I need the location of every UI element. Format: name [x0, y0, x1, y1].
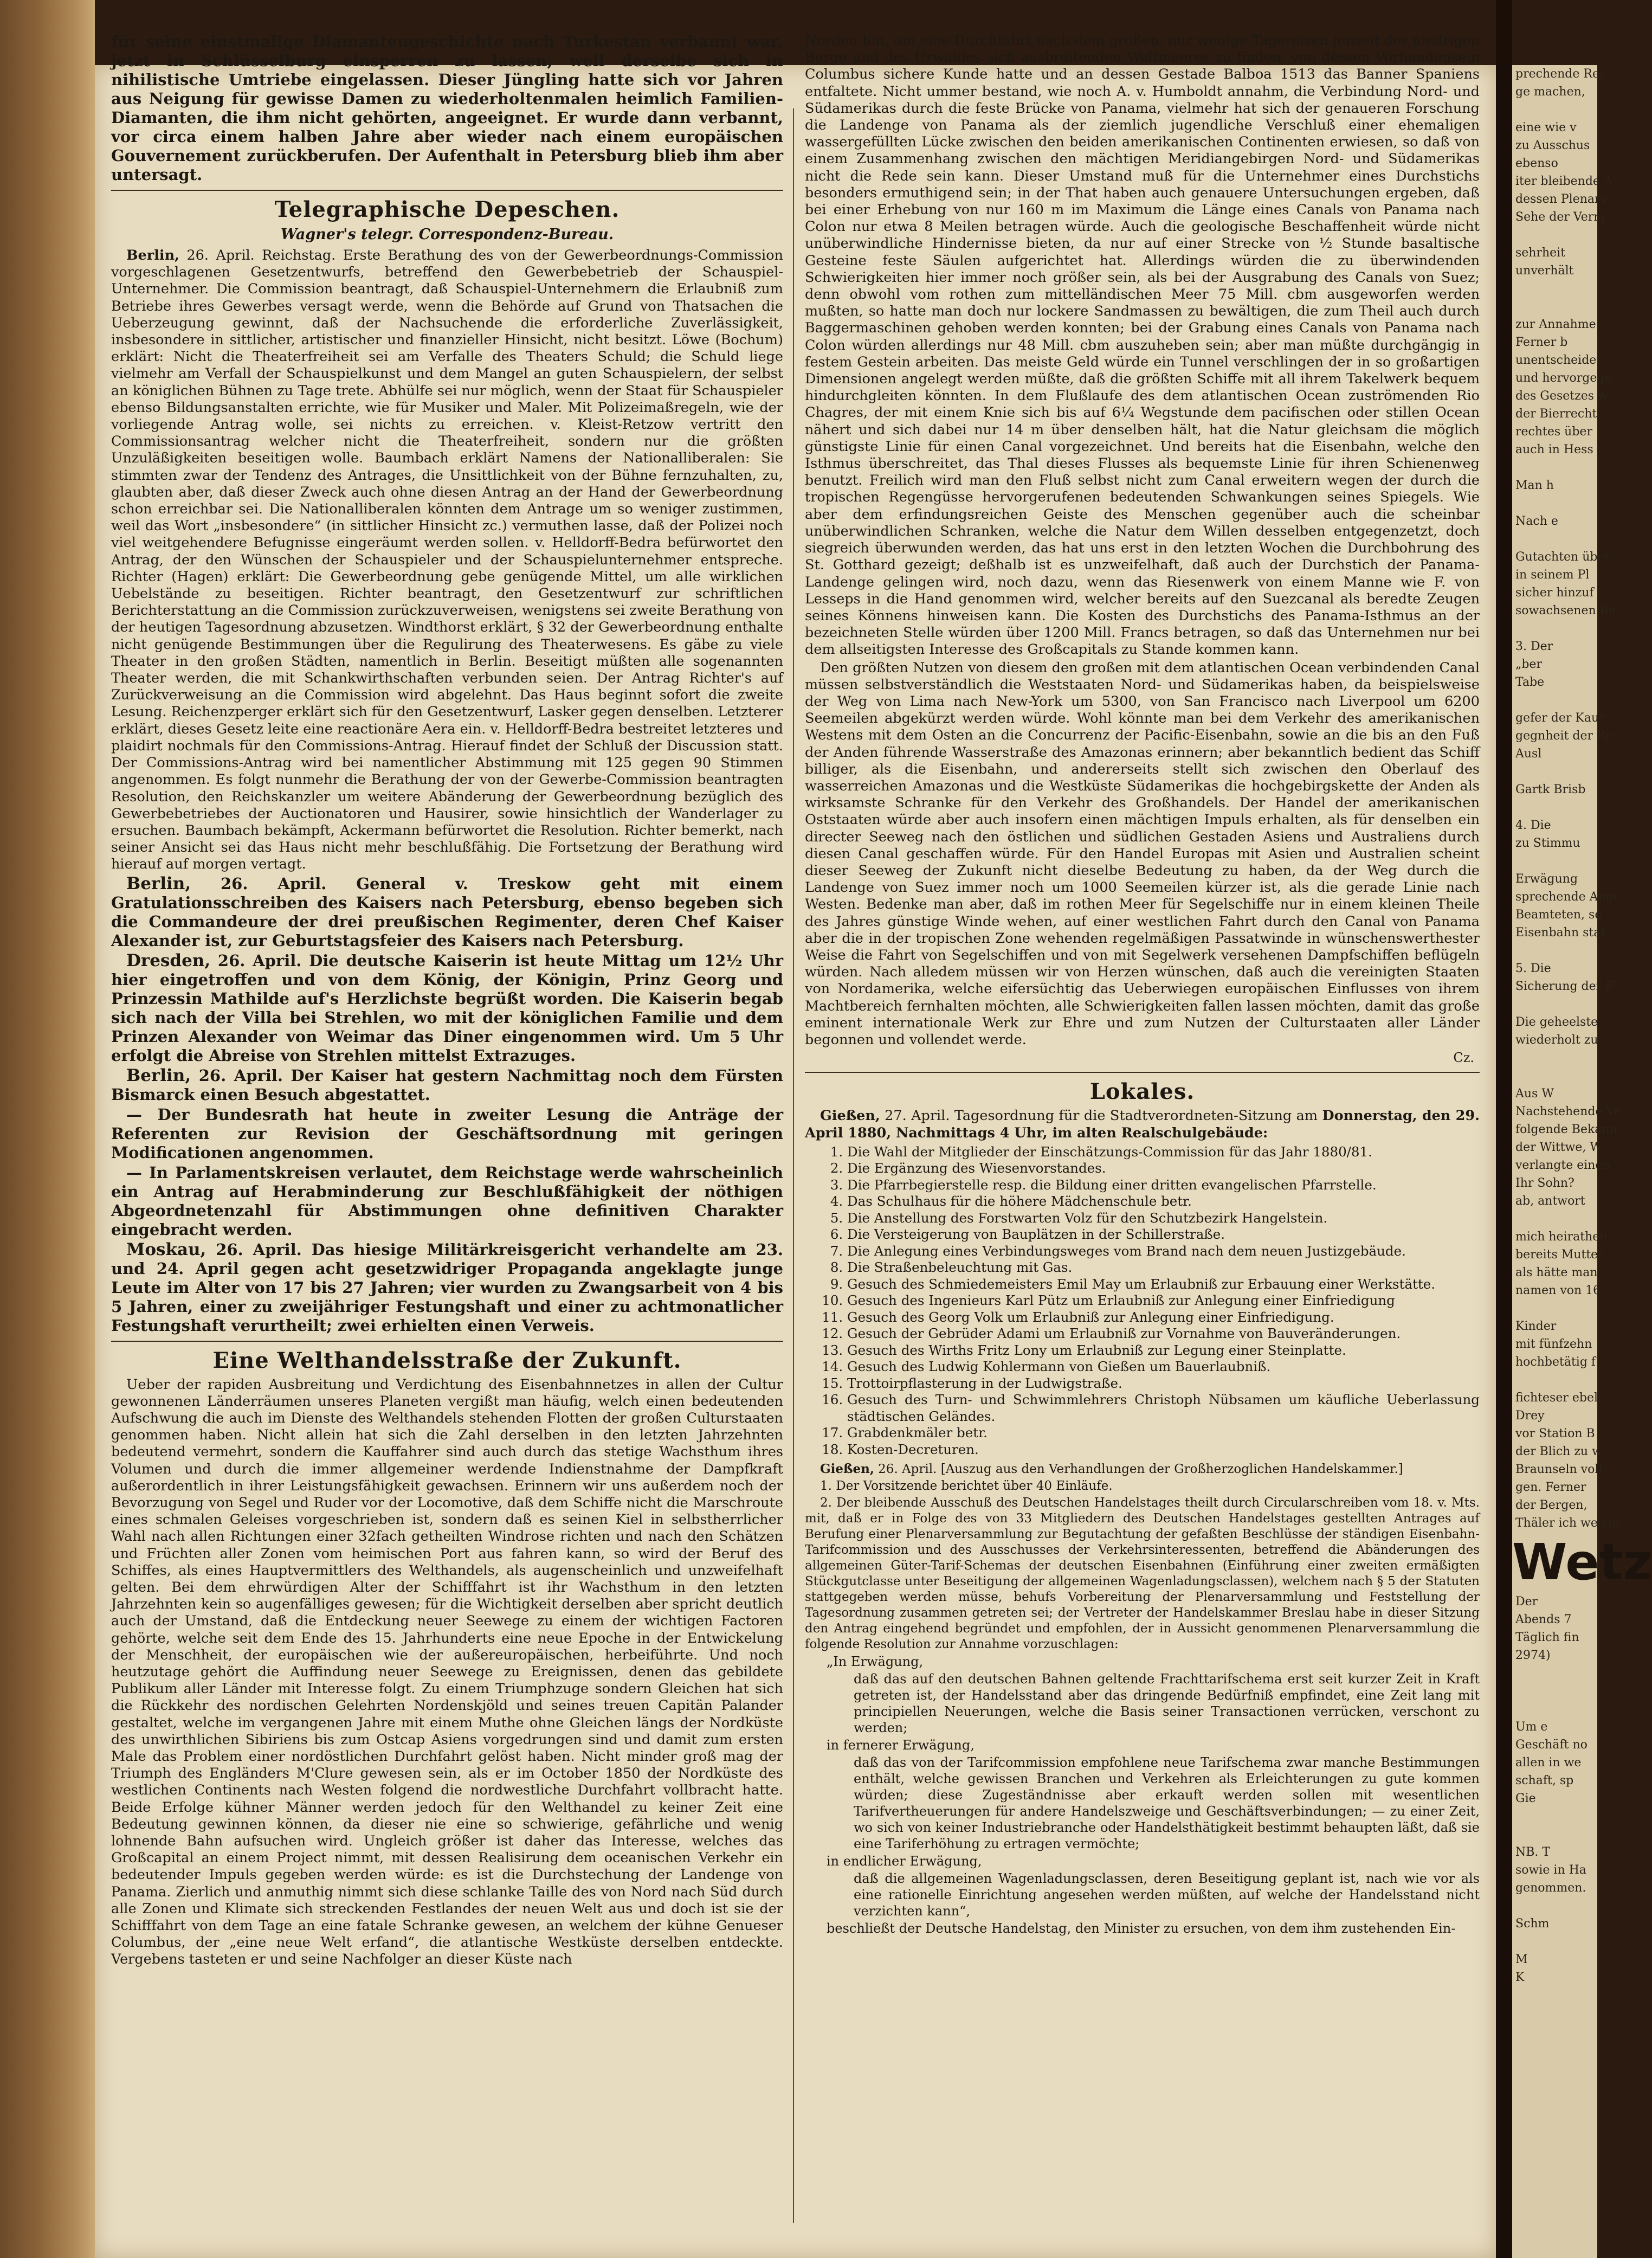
telegram-text: 26. April. Die deutsche Kaiserin ist heute Mittag um 12½ Uhr hier eingetroffen und von dem König, der Königin, Prinz Georg und Prinzessin Mathilde auf's Herzlichste begrüßt worden. Die Kaiserin begab sich nach der Villa bei Strehlen, wo mit der königlichen Familie und dem Prinzen Alexander von Weimar das Diner eingenommen wird. Um 5 Uhr erfolgt die Abreise von Strehlen mittelst Extrazuges.: [111, 951, 783, 1065]
telegram-dresden: [111, 951, 783, 1065]
agenda-item: 7. Die Anlegung eines Verbindungsweges vom Brand nach dem neuen Justizgebäude.: [847, 1243, 1480, 1260]
adjacent-page-line: Der: [1515, 1595, 1538, 1609]
agenda-item: 6. Die Versteigerung von Bauplätzen in der Schillerstraße.: [847, 1226, 1480, 1243]
adjacent-page-line: der Bergen,: [1515, 1498, 1588, 1512]
welthandel-continued: Norden hin, um eine Durchfahrt nach dem großen, nur wenige Tagereisen jenseit der niedrigen Berge und des Urwaldes sich ausbreitenden Weltmeeres zu finden, von dessen Vorhandensein Columbus sichere Kunde hatte und an dessen Gestade Balboa 1513 das Banner Spaniens entfaltete. Nicht ummer bestand, wie noch A. v. Humboldt annahm, die Verbindung Nord- und Südamerikas durch die feste Brücke von Panama, vielmehr hat sich der genaueren Forschung die Landenge von Panama als der ziemlich jugendliche Verschluß einer ehemaligen wassergefüllten Lücke zwischen den beiden amerikanischen Continenten erwiesen, so daß von einem Zusammenhang zwischen den mächtigen Meridiangebirgen Nord- und Südamerikas nicht die Rede sein kann. Dieser Umstand muß für die Unternehmer eines Durchstichs besonders ermuthigend sein; in der That haben auch genauere Untersuchungen ergeben, daß bei einer Erhebung von nur 160 m im Maximum die Länge eines Canals von Panama nach Colon nur etwa 8 Meilen betragen würde. Auch die geologische Beschaffenheit würde nicht unüberwindliche Hindernisse bieten, da nur auf einer Strecke von ½ Stunde basaltische Gesteine feste Säulen aufgerichtet hat. Allerdings würden die zu überwindenden Schwierigkeiten hier immer noch größer sein, als bei der Ausgrabung des Canals von Suez; denn obwohl vom rothen zum mittelländischen Meer 75 Mill. cbm ausgeworfen werden mußten, so hatte man doch nur lockere Sandmassen zu bewältigen, die zum Theil auch durch Baggermaschinen gehoben werden konnten; bei der Grabung eines Canals von Panama nach Colon würden allerdings nur 48 Mill. cbm auszuheben sein; aber man müßte durchgängig in festem Gestein arbeiten. Das meiste Geld würde ein Tunnel verschlingen der in so großartigen Dimensionen angelegt werden müßte, daß die größten Schiffe mit all ihrem Takelwerk bequem hindurchgleiten könnten. In dem Flußlaufe des dem atlantischen Ocean zuströmenden Rio Chagres, der mit einem Knie sich bis auf 6¼ Wegstunde dem pacifischen oder stillen Ocean nähert und sich dabei nur 14 m über denselben hält, hat die Natur gleichsam die möglich günstigste Linie für einen Canal vorgezeichnet. Und bereits hat die Eisenbahn, welche den Isthmus überschreitet, das Thal dieses Flusses als bequemste Linie für ihren Schienenweg benutzt. Freilich wird man den Fluß selbst nicht zum Canal erweitern wegen der durch die tropischen Regengüsse hervorgerufenen bedeutenden Schwankungen seines Spiegels. Wie aber dem erfindungsreichen Geiste des Menschen gegenüber auch die scheinbar unüberwindlichen Schranken, welche die Natur dem Willen desselben entgegenzetzt, doch siegreich überwunden werden, das hat uns erst in den letzten Wochen die Durchbohrung des St. Gotthard gezeigt; deßhalb ist es unzweifelhaft, daß auch der Durchstich der Panama-Landenge gelingen wird, noch dazu, wenn das Riesenwerk von einem Manne wie F. von Lesseps in die Hand genommen wird, welcher bereits auf den Suezcanal als beredte Zeugen seines Könnens hinweisen kann. Die Kosten des Durchstichs des Panama-Isthmus an der bezeichneten Stelle würden über 1200 Mill. Francs betragen, so daß das Unternehmen nur bei dem allseitigsten Interesse des Großcapitals zu Stande kommen kann.: [805, 33, 1480, 658]
adjacent-page-line: Aus W: [1515, 1087, 1554, 1101]
adjacent-page-line: Ihr Sohn?: [1515, 1176, 1574, 1190]
adjacent-page-line: mich heirathen: [1515, 1230, 1608, 1244]
resolution-line: daß die allgemeinen Wagenladungsclassen, deren Beseitigung geplant ist, nach wie vor als eine rationelle Einrichtung angesehen werden müßten, auf welche der Handelsstand nicht verzichten kann“,: [854, 1871, 1480, 1919]
agenda-item: 17. Grabdenkmäler betr.: [847, 1425, 1480, 1442]
adjacent-page-line: [1512, 799, 1597, 816]
agenda-item: 8. Die Straßenbeleuchtung mit Gas.: [847, 1259, 1480, 1276]
dateline-city: Gießen,: [820, 1462, 874, 1477]
adjacent-page-line: zu Stimmu: [1515, 837, 1580, 850]
book-binding: [0, 0, 95, 2258]
dateline-city: Berlin,: [126, 247, 180, 263]
adjacent-page-line: Die geheelste: [1515, 1015, 1598, 1029]
adjacent-page-line: Thäler ich welche: [1515, 1516, 1623, 1530]
adjacent-page-line: gegnheit der Re: [1515, 729, 1613, 743]
adjacent-page-line: unverhält: [1515, 264, 1574, 278]
handelskammer-intro: [805, 1461, 1480, 1477]
adjacent-page-line: Gutachten über: [1515, 550, 1611, 564]
adjacent-page-line: genommen.: [1515, 1881, 1586, 1895]
adjacent-page-line: der Bierrecht: [1515, 407, 1597, 421]
adjacent-page-line: prechende Rec: [1515, 67, 1606, 81]
adjacent-page-line: [1512, 1049, 1597, 1067]
adjacent-page-line: iter bleibende A: [1515, 175, 1612, 188]
column-divider: [793, 108, 794, 2223]
adjacent-page-line: [1512, 620, 1597, 638]
adjacent-page-line: als hätte man: [1515, 1266, 1598, 1279]
lokales-intro: [805, 1108, 1480, 1141]
adjacent-page-line: mit fünfzehn: [1515, 1337, 1592, 1351]
adjacent-page: [1512, 65, 1652, 2258]
telegram-text: 26. April. Reichstag. Erste Berathung des von der Gewerbeordnungs-Commission vorgeschlagenen Gesetzentwurfs, betreffend den Gewerbebetrieb der Schauspiel-Unternehmer. Die Commission beantragt, daß Schauspiel-Unternehmern die Erlaubniß zum Betriebe ihres Gewerbes versagt werde, wenn die Behörde auf Grund von Thatsachen die Ueberzeugung gewinnt, daß der Nachsuchende die erforderliche Zuverlässigkeit, insbesondere in sittlicher, artistischer und finanzieller Hinsicht, nicht besitzt. Löwe (Bochum) erklärt: Nicht die Theaterfreiheit sei am Verfalle des Theaters Schuld; die Schuld liege vielmehr am Verfall der Schauspielkunst und dem Mangel an guten Schauspielern, der selbst an königlichen Bühnen zu Tage trete. Abhülfe sei nur möglich, wenn der Staat für Schauspieler ebenso Bildungsanstalten errichte, wie für Musiker und Maler. Mit Polizeimaßregeln, wie der vorliegende Antrag wolle, sei nichts zu erreichen. v. Kleist-Retzow vertritt den Commissionsantrag welcher nicht die Theaterfreiheit, sondern nur die größten Unzuläßigkeiten beseitigen wolle. Baumbach erklärt Namens der Nationalliberalen: Sie stimmten zwar der Tendenz des Antrages, die Unsittlichkeit von der Bühne fernzuhalten, zu, glaubten aber, daß dieser Zweck auch ohne diesen Antrag an der Hand der Gewerbeordnung schon erreichbar sei. Die Nationalliberalen könnten dem Antrage um so weniger zustimmen, weil das Wort „insbesondere“ (in sittlicher Hinsicht zc.) vermuthen lasse, daß der Polizei noch viel weitgehendere Befugnisse eingeräumt werden sollen. v. Helldorff-Bedra befürwortet den Antrag, der den Wünschen der Schauspieler und der Schauspielunternehmer entspreche. Richter (Hagen) erklärt: Die Gewerbeordnung gebe genügende Mittel, um alle wirklichen Uebelstände zu beseitigen. Richter beantragt, den Gesetzentwurf zur schriftlichen Berichterstattung an die Commission zurückzuverweisen, wenigstens sei zweite Berathung von der heutigen Tagesordnung abzusetzen. Windthorst erklärt, § 32 der Gewerbeordnung enthalte nicht genügende Bestimmungen über die Regulirung des Theaterwesens. Es gäbe zu viele Theater in den großen Städten, namentlich in Berlin. Beseitigt müßten alle sogenannten Theater werden, die mit Schankwirthschaften verbunden seien. Der Antrag Richter's auf Zurückverweisung an die Commission wird abgelehnt. Das Haus beginnt sofort die zweite Lesung. Reichenzperger erklärt sich für den Gesetzentwurf, Lasker gegen denselben. Letzterer erklärt, dieses Gesetz leite eine reactionäre Aera ein. v. Helldorff-Bedra bestreitet letzteres und plaidirt nochmals für den Commissions-Antrag. Hierauf findet der Schluß der Discussion statt. Der Commissions-Antrag wird bei namentlicher Abstimmung mit 125 gegen 90 Stimmen angenommen. Es folgt nunmehr die Berathung der von der Gewerbe-Commission beantragten Resolution, den Reichskanzler um weitere Abänderung der Gewerbeordnung bezüglich des Gewerbebetriebes der Auctionatoren und Hausirer, sowie hinsichtlich der Wanderlager zu ersuchen. Baumbach bekämpft, Ackermann befürwortet die Resolution. Richter bemerkt, nach seiner Ansicht sei das Haus nicht mehr beschlußfähig. Die Fortsetzung der Berathung wird hierauf auf morgen vertagt.: [111, 247, 783, 873]
section-rule: [111, 190, 783, 191]
adjacent-page-line: sowie in Ha: [1515, 1863, 1586, 1877]
adjacent-page-line: unentscheidet: [1515, 353, 1602, 367]
adjacent-page-line: [1512, 1682, 1597, 1700]
adjacent-page-line: zur Annahme: [1515, 318, 1596, 331]
telegram-bundesrath: — Der Bundesrath hat heute in zweiter Lesung die Anträge der Referenten zur Revision der Geschäftsordnung mit geringen Modificationen angenommen.: [111, 1105, 783, 1162]
adjacent-page-text: [1512, 65, 1623, 1532]
adjacent-page-line: [1512, 995, 1597, 1013]
adjacent-page-line: des Gesetzes w: [1515, 389, 1608, 403]
adjacent-page-line: Nachstehende Ve: [1515, 1105, 1621, 1118]
adjacent-page-line: Sicherung der F: [1515, 980, 1614, 993]
section-rule: [805, 1072, 1480, 1073]
adjacent-page-text-lower: [1512, 1593, 1597, 1986]
adjacent-page-line: [1512, 691, 1597, 709]
adjacent-page-line: [1512, 763, 1597, 781]
dateline-city: Berlin,: [126, 1065, 191, 1085]
adjacent-page-line: Man h: [1515, 479, 1554, 492]
lokales-heading: Lokales.: [1089, 1079, 1195, 1105]
adjacent-page-line: [1512, 101, 1597, 119]
adjacent-page-line: ebenso: [1515, 157, 1558, 170]
adjacent-page-line: [1512, 1825, 1597, 1843]
adjacent-page-line: fichteser ebeli: [1515, 1391, 1602, 1405]
lokales-intro-text: 27. April. Tagesordnung für die Stadtverordneten-Sitzung am: [885, 1108, 1318, 1124]
adjacent-page-line: NB. T: [1515, 1845, 1551, 1859]
adjacent-page-line: Sehe der Verm: [1515, 210, 1605, 224]
adjacent-page-line: Um e: [1515, 1720, 1548, 1734]
adjacent-page-line: bereits Mutter: [1515, 1248, 1604, 1262]
adjacent-page-line: auch in Hess: [1515, 443, 1593, 456]
telegram-berlin-treskow: [111, 874, 783, 950]
telegram-berlin-bismarck: [111, 1066, 783, 1104]
adjacent-page-line: und hervorgege: [1515, 371, 1612, 385]
adjacent-page-line: Geschäft no: [1515, 1738, 1588, 1752]
adjacent-page-line: [1512, 1897, 1597, 1915]
agenda-item: 13. Gesuch des Wirths Fritz Lony um Erlaubniß zur Legung einer Steinplatte.: [847, 1342, 1480, 1359]
adjacent-page-line: [1512, 1700, 1597, 1718]
adjacent-page-line: in seinem Pl: [1515, 568, 1590, 582]
adjacent-page-line: gen. Ferner: [1515, 1481, 1586, 1494]
adjacent-page-line: Ausl: [1515, 747, 1542, 761]
agenda-list: [805, 1144, 1480, 1458]
welthandel-heading: Eine Welthandelsstraße der Zukunft.: [212, 1347, 682, 1373]
adjacent-page-line: [1512, 494, 1597, 512]
telegram-moskau: [111, 1240, 783, 1335]
agenda-item: 4. Das Schulhaus für die höhere Mädchenschule betr.: [847, 1193, 1480, 1210]
agenda-item: 12. Gesuch der Gebrüder Adami um Erlaubniß zur Vornahme von Bauveränderungen.: [847, 1326, 1480, 1342]
adjacent-page-line: 3. Der: [1515, 640, 1553, 653]
adjacent-page-line: Schm: [1515, 1917, 1550, 1931]
adjacent-page-line: folgende Bekann: [1515, 1123, 1617, 1136]
right-column: [805, 33, 1480, 1938]
adjacent-page-line: namen von 16: [1515, 1284, 1601, 1297]
adjacent-page-line: Eisenbahn stat: [1515, 926, 1606, 940]
resolution-line: daß das auf den deutschen Bahnen geltende Frachttarifschema erst seit kurzer Zeit in Kraft getreten ist, der Handelsstand aber das dringende Bedürfniß empfindet, eine Zeit lang mit principiellen Neuerungen, welche die Basis seiner Transactionen verrücken, verschont zu werden;: [854, 1671, 1480, 1736]
telegram-text: 26. April. General v. Treskow geht mit einem Gratulationsschreiben des Kaisers nach Petersburg, ebenso begeben sich die Commandeure der drei preußischen Regimenter, deren Chef Kaiser Alexander ist, zur Geburtstagsfeier des Kaisers nach Petersburg.: [111, 874, 783, 950]
adjacent-page-line: eine wie v: [1515, 121, 1577, 134]
resolution-line: beschließt der Deutsche Handelstag, den Minister zu ersuchen, von dem ihm zustehenden Ein-: [827, 1921, 1456, 1937]
adjacent-page-line: [1512, 1300, 1597, 1317]
resolution-line: daß das von der Tarifcommission empfohlene neue Tarifschema zwar manche Bestimmungen enthält, welche gewissen Branchen und Verkehren als Erleichterungen zu gute kommen würden; diese Zugeständnisse aber erkauft werden sollen mit wesentlichen Tarifvertheuerungen für andere Handelszweige und Geschäftsverbindungen; — zu einer Zeit, wo sich von keiner Industriebranche oder Handelsthätigkeit bestimmt behaupten läßt, daß sie eine Tariferhöhung zu ertragen vermöchte;: [854, 1755, 1480, 1852]
adjacent-page-line: sprechende Ange: [1515, 890, 1621, 904]
adjacent-page-line: 4. Die: [1515, 819, 1551, 832]
adjacent-page-line: Abends 7: [1515, 1613, 1572, 1626]
adjacent-page-line: 5. Die: [1515, 962, 1551, 975]
adjacent-page-line: „ber: [1515, 658, 1543, 671]
adjacent-page-line: schaft, sp: [1515, 1774, 1574, 1787]
welthandel-paragraph: Ueber der rapiden Ausbreitung und Verdichtung des Eisenbahnnetzes in allen der Cultur gewonnenen Länderräumen unseres Planeten vergißt man häufig, welch einen bedeutenden Aufschwung die auch im Dienste des Welthandels stehenden Flotten der großen Culturstaaten genommen haben. Nicht allein hat sich die Zahl derselben in den letzten Jahrzehnten bedeutend vermehrt, sondern die Kauffahrer sind auch durch das stetige Wachsthum ihres Volumen und durch die immer allgemeiner werdende Indienstnahme der Dampfkraft außerordentlich in ihrer Leistungsfähigkeit gewachsen. Erinnern wir uns außerdem noch der Bevorzugung von Segel und Ruder vor der Locomotive, daß dem Schiffe nicht die Marschroute eines schmalen Geleises vorgeschrieben ist, sondern daß es seinen Kiel in selbstherrlicher Wahl nach allen Richtungen einer 32fach getheilten Windrose richten und nach den Schätzen und Früchten aller Zonen vom heimischen Port aus fahren kann, so wird der Beruf des Schiffes, als eines Hauptvermittlers des Welthandels, als augenscheinlich und unzweifelhaft gelten. Bei dem ehrwürdigen Alter der Schifffahrt ist ihr Wachsthum in den letzten Jahrzehnten kein so augenfälliges gewesen; für die Wichtigkeit derselben aber spricht deutlich auch der Umstand, daß die Entdeckung neuer Seewege zu einem der wichtigen Factoren gehörte, welche seit dem Ende des 15. Jahrhunderts eine neue Epoche in der Entwickelung der Menschheit, der europäischen wie der außereuropäischen, herbeiführte. Und noch heutzutage gehört die Auffindung neuer Seewege zu Ereignissen, denen das gebildete Publikum aller Länder mit Interesse folgt. Zu einem Triumphzuge sondern Gleichen hat sich die Rückkehr des nordischen Gelehrten Nordenskjöld und seines treuen Capitän Palander gestaltet, welche im vergangenen Jahre mit einem Muthe ohne Gleichen längs der Nordküste des unwirthlichen Sibiriens bis zum Ostcap Asiens vorgedrungen sind und damit zum ersten Male das Problem einer nordöstlichen Durchfahrt gelöst haben. Nicht minder groß mag der Triumph des Engländers M'Clure gewesen sein, als er im October 1850 der Nordküste des westlichen Continents nach Westen folgend die nordwestliche Durchfahrt vollbracht hatte. Beide Erfolge kühner Männer werden jedoch für den Welthandel zu keiner Zeit eine Bedeutung gewinnen können, da dieser nie eine so schwierige, gefährliche und wenig lohnende Bahn aufsuchen wird. Ungleich größer ist daher das Interesse, welches das Großcapital an einem Project nimmt, mit dessen Realisirung dem oceanischen Verkehr ein bedeutender Impuls gegeben werden würde: es ist die Durchstechung der Landenge von Panama. Zierlich und anmuthig nimmt sich diese schlanke Taille des von Nord nach Süd durch alle Zonen und Klimate sich streckenden Festlandes der neuen Welt aus und doch ist sie der Schifffahrt von dem Tage an eine fatale Schranke gewesen, an welchem der kühne Genueser Columbus, der „eine neue Welt erfand“, die atlantische Westküste derselben entdeckte. Vergebens tasteten er und seine Nachfolger an dieser Küste nach: [111, 1376, 783, 1968]
resolution-quote: [805, 1654, 1480, 1937]
adjacent-page-line: 2974): [1515, 1649, 1551, 1662]
handelskammer-point-2: 2. Der bleibende Ausschuß des Deutschen Handelstages theilt durch Circularschreiben vom 18. v. Mts. mit, daß er in Folge des von 33 Mitgliedern des Deutschen Handelstages gestellten Antrages auf Berufung einer Plenarversammlung zur Begutachtung der gefaßten Beschlüsse der ständigen Eisenbahn-Tarifcommission und des Ausschusses der Verkehrsinteressenten, betreffend die Abänderungen des allgemeinen Güter-Tarif-Schemas der deutschen Eisenbahnen (Einführung einer zweiten ermäßigten Stückgutclasse unter Beseitigung der allgemeinen Wagenladungsclassen), welchem nach § 5 der Statuten stattgegeben werden müsse, behufs Vorbereitung der Plenarversammlung und Feststellung der Tagesordnung zusammen getreten sei; der Vertreter der Handelskammer Breslau habe in dieser Sitzung den Antrag eingehend begründet und empfohlen, der in Aussicht genommenen Plenarversammlung die folgende Resolution zur Annahme vorzuschlagen:: [805, 1496, 1480, 1652]
adjacent-page-line: [1512, 1807, 1597, 1825]
adjacent-page-line: Gartk Brisb: [1515, 783, 1586, 796]
telegram-text: 26. April. Das hiesige Militärkreisgericht verhandelte am 23. und 24. April gegen acht gesetzwidriger Propaganda angeklagte junge Leute im Alter von 17 bis 27 Jahren; vier wurden zu Zwangsarbeit von 4 bis 5 Jahren, einer zu zweijähriger Festungshaft und einer zu achtmonatlicher Festungshaft verurtheilt; zwei erhielten einen Verweis.: [111, 1240, 783, 1335]
adjacent-page-line: Nach e: [1515, 514, 1558, 528]
dateline-city: Berlin,: [126, 873, 191, 893]
adjacent-page-line: Kinder: [1515, 1320, 1557, 1333]
agenda-item: 1. Die Wahl der Mitglieder der Einschätzungs-Commission für das Jahr 1880/81.: [847, 1144, 1480, 1161]
telegrams-heading: Telegraphische Depeschen.: [274, 197, 620, 222]
resolution-line: „In Erwägung,: [827, 1654, 924, 1670]
adjacent-page-line: [1512, 298, 1597, 316]
adjacent-page-line: Braunseln voll: [1515, 1463, 1603, 1476]
adjacent-page-line: [1512, 1067, 1597, 1085]
adjacent-page-line: gefer der Kaur: [1515, 711, 1605, 725]
agenda-item: 5. Die Anstellung des Forstwarten Volz für den Schutzbezirk Hangelstein.: [847, 1210, 1480, 1227]
adjacent-page-line: [1512, 1371, 1597, 1389]
dateline-city: Gießen,: [820, 1108, 880, 1124]
handelskammer-point-1: 1. Der Vorsitzende berichtet über 40 Einläufe.: [820, 1479, 1113, 1494]
adjacent-page-line: M: [1515, 1953, 1528, 1966]
dateline-city: Dresden,: [126, 950, 211, 970]
adjacent-page-line: ab, antwort: [1515, 1194, 1585, 1208]
adjacent-page-line: der Wittwe, W: [1515, 1141, 1603, 1154]
lokales-meeting-date: Donnerstag, den 29. April 1880, Nachmittags 4 Uhr, im alten Realschulgebäude:: [805, 1108, 1480, 1141]
agenda-item: 3. Die Pfarrbegierstelle resp. die Bildung einer dritten evangelischen Pfarrstelle.: [847, 1177, 1480, 1194]
agenda-item: 10. Gesuch des Ingenieurs Karl Pütz um Erlaubniß zur Anlegung einer Einfriedigung: [847, 1292, 1480, 1309]
adjacent-page-line: sowachsenen Re: [1515, 604, 1616, 617]
adjacent-page-line: [1512, 852, 1597, 870]
adjacent-page-line: verlangte einen: [1515, 1159, 1610, 1172]
adjacent-page-line: zu Ausschus: [1515, 139, 1590, 152]
adjacent-page-line: der Blich zu w: [1515, 1445, 1602, 1458]
adjacent-page-line: ge machen,: [1515, 85, 1585, 99]
adjacent-page-line: sicher hinzuf: [1515, 586, 1594, 600]
adjacent-page-line: K: [1515, 1971, 1525, 1984]
adjacent-page-line: [1512, 530, 1597, 548]
adjacent-page-line: [1512, 1210, 1597, 1228]
adjacent-page-line: hochbetätig f: [1515, 1355, 1596, 1369]
adjacent-page-line: [1512, 459, 1597, 477]
intro-paragraph: für seine einstmalige Diamantengeschichte nach Turkestan verbannt war, jetzt in Schlüsselburg einsperren zu lassen, weil derselbe sich in nihilistische Umtriebe eingelassen. Dieser Jüngling hatte sich vor Jahren aus Neigung für gewisse Damen zu wiederholtenmalen heimlich Familien-Diamanten, die ihm nicht gehörten, angeeignet. Er wurde dann verbannt, vor circa einem halben Jahre aber wieder nach einem europäischen Gouvernement zurückberufen. Der Aufenthalt in Petersburg blieb ihm aber untersagt.: [111, 33, 783, 184]
telegrams-subheading: Wagner's telegr. Correspondenz-Bureau.: [280, 226, 614, 243]
adjacent-page-line: Drey: [1515, 1409, 1545, 1423]
adjacent-page-line: Gie: [1515, 1792, 1536, 1805]
adjacent-page-line: rechtes über: [1515, 425, 1592, 439]
adjacent-page-line: [1512, 280, 1597, 298]
adjacent-page-line: vor Station B: [1515, 1427, 1595, 1440]
adjacent-page-line: dessen Plenarv: [1515, 192, 1607, 206]
adjacent-page-line: Ferner b: [1515, 336, 1568, 349]
adjacent-page-line: [1512, 1664, 1597, 1682]
adjacent-page-line: sehrheit: [1515, 246, 1566, 260]
left-column: [111, 33, 783, 1970]
adjacent-page-line: wiederholt zu: [1515, 1033, 1598, 1047]
welthandel-continued-2: Den größten Nutzen von diesem den großen mit dem atlantischen Ocean verbindenden Canal müssen selbstverständlich die Weststaaten Nord- und Südamerikas haben, da beispielsweise der Weg von Lima nach New-York um 5300, von San Francisco nach Liverpool um 6200 Seemeilen abgekürzt werden würde. Wohl könnte man bei dem Verkehr des amerikanischen Westens mit dem Osten an die Concurrenz der Pacific-Eisenbahn, sowie an die bis an den Fuß der Anden führende Wasserstraße des Amazonas erinnern; aber bekanntlich bedient das Schiff billiger, als die Eisenbahn, und andererseits stellt sich zwischen den Oberlauf des wasserreichen Amazonas und die Westküste Südamerikas die hochgebirgskette der Anden als wirksamste Schranke für den Verkehr des Großhandels. Der Handel der amerikanischen Oststaaten würde aber auch insofern einen mächtigen Impuls erhalten, als für denselben ein directer Seeweg nach den östlichen und südlichen Gestaden Asiens und Australiens durch diesen Canal geschaffen würde. Für den Handel Europas mit Asien und Australien scheint dieser Seeweg der Zukunft nicht dieselbe Bedeutung zu haben, da der Weg durch die Landenge von Suez immer noch um 1000 Seemeilen kürzer ist, als die gerade Linie nach Westen. Bedenke man aber, daß im rothen Meer für Segelschiffe nur in einem kleinen Theile des Jahres günstige Winde wehen, auf einer westlichen Fahrt durch den Canal von Panama aber die in der tropischen Zone wehenden regelmäßigen Passatwinde in wünschenswerthester Weise die Fahrt von Segelschiffen und von mit Segelwerk versehenen Dampfschiffen beflügeln würden. Nach alledem müssen wir von Herzen wünschen, daß auch die vereinigten Staaten von Nordamerika, welche eifersüchtig das Ueberwiegen europäischen Einflusses von ihrem Machtbereich fernhalten möchten, alle Schwierigkeiten fallen lassen möchten, damit das große eminent internationale Werk zur Ehre und zum Nutzen der Culturstaaten aller Länder begonnen und vollendet werde.: [805, 659, 1480, 1048]
agenda-item: 9. Gesuch des Schmiedemeisters Emil May um Erlaubniß zur Erbauung einer Werkstätte.: [847, 1276, 1480, 1293]
handelskammer-intro-text: 26. April. [Auszug aus den Verhandlungen der Großherzoglichen Handelskammer.]: [878, 1462, 1403, 1477]
adjacent-page-line: [1512, 942, 1597, 960]
agenda-item: 16. Gesuch des Turn- und Schwimmlehrers Christoph Nübsamen um käufliche Ueberlassung städtischen Geländes.: [847, 1392, 1480, 1425]
adjacent-page-line: [1512, 1933, 1597, 1951]
telegram-berlin-reichstag: [111, 247, 783, 873]
resolution-line: in endlicher Erwägung,: [827, 1854, 982, 1869]
adjacent-page-line: [1512, 226, 1597, 244]
agenda-item: 11. Gesuch des Georg Volk um Erlaubniß zur Anlegung einer Einfriedigung.: [847, 1309, 1480, 1326]
agenda-item: 15. Trottoirpflasterung in der Ludwigstraße.: [847, 1375, 1480, 1392]
dateline-city: Moskau,: [126, 1239, 206, 1259]
resolution-line: in fernerer Erwägung,: [827, 1738, 975, 1753]
agenda-item: 18. Kosten-Decreturen.: [847, 1442, 1480, 1458]
adjacent-page-line: Beamteten, so: [1515, 908, 1602, 922]
adjacent-page-line: allen in we: [1515, 1756, 1582, 1770]
agenda-item: 14. Gesuch des Ludwig Kohlermann von Gießen um Bauerlaubniß.: [847, 1359, 1480, 1375]
adjacent-page-line: Tabe: [1515, 676, 1545, 689]
agenda-item: 2. Die Ergänzung des Wiesenvorstandes.: [847, 1160, 1480, 1177]
author-signature: Cz.: [1453, 1050, 1474, 1066]
telegram-parlament: — In Parlamentskreisen verlautet, dem Reichstage werde wahrscheinlich ein Antrag auf Herabminderung zur Beschlußfähigkeit der nöthigen Abgeordnetenzahl für Abstimmungen ohne definitiven Charakter eingebracht werden.: [111, 1163, 783, 1239]
adjacent-page-line: Täglich fin: [1515, 1631, 1579, 1644]
telegram-text: 26. April. Der Kaiser hat gestern Nachmittag noch dem Fürsten Bismarck einen Besuch abgestattet.: [111, 1066, 783, 1104]
adjacent-page-masthead: Wetz: [1512, 1533, 1652, 1591]
page-gutter: [1496, 0, 1512, 2258]
adjacent-page-line: Erwägung: [1515, 872, 1578, 886]
section-rule: [111, 1341, 783, 1342]
